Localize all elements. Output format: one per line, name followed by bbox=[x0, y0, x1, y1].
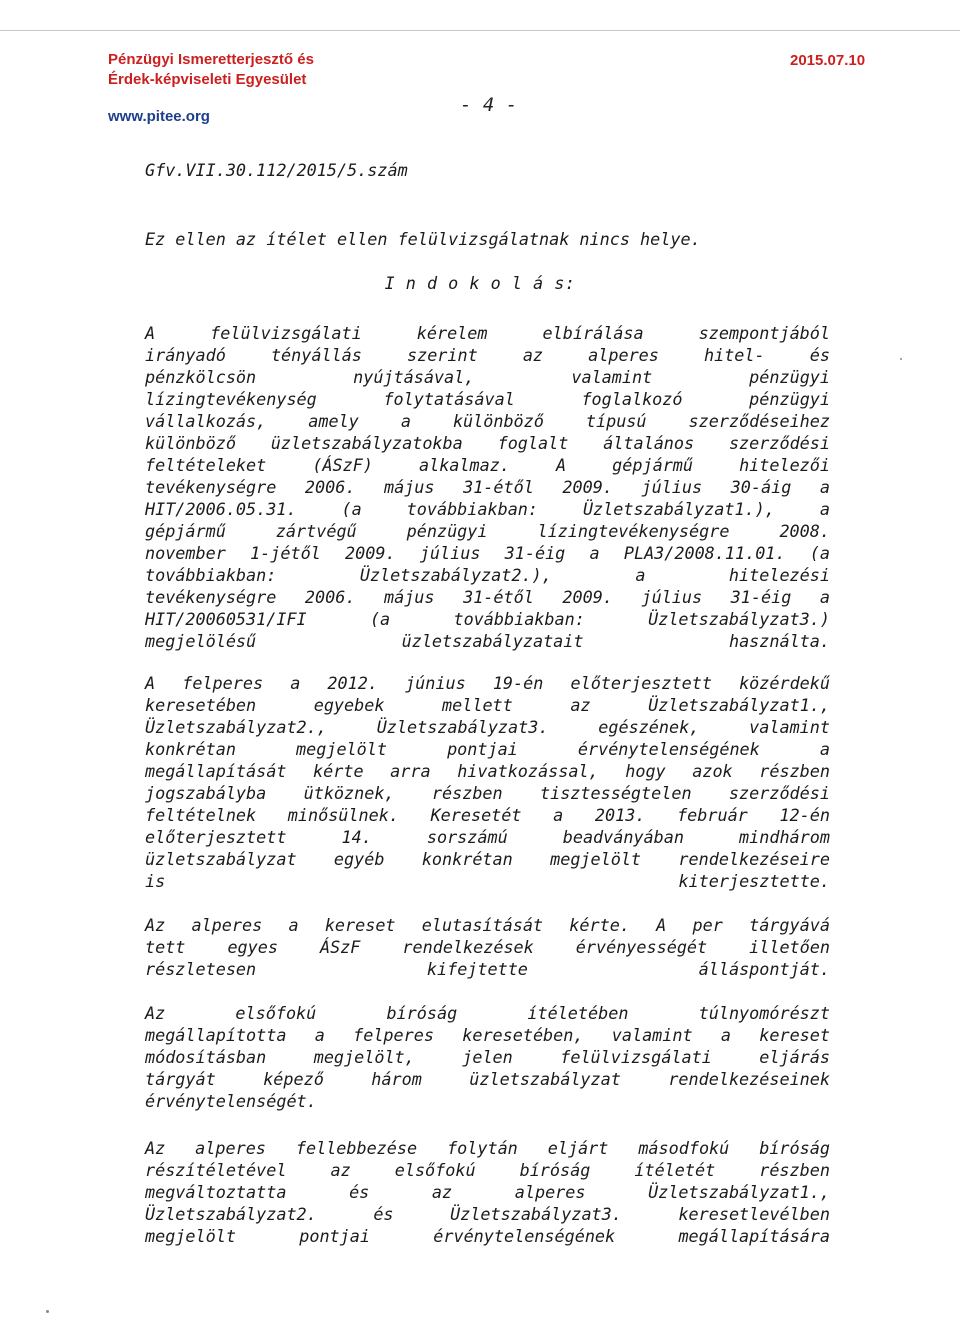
paragraph-line: érvénytelenségét. bbox=[145, 1091, 317, 1111]
scan-speck bbox=[46, 1310, 49, 1313]
paragraph-line: feltételeket (ÁSzF) alkalmaz. A gépjármű hitelezői bbox=[145, 455, 830, 475]
paragraph-line: részítéletével az elsőfokú bíróság ítéletét részben bbox=[145, 1160, 830, 1180]
top-scan-rule bbox=[0, 30, 960, 31]
paragraph bbox=[145, 914, 830, 980]
page-number: - 4 - bbox=[460, 94, 518, 116]
paragraph-line: irányadó tényállás szerint az alperes hitel- és bbox=[145, 345, 830, 365]
paragraph-line: lízingtevékenység folytatásával foglalkozó pénzügyi bbox=[145, 389, 830, 409]
paragraph-line: jogszabályba ütköznek, részben tisztességtelen szerződési bbox=[145, 783, 830, 803]
paragraph-line: keresetében egyebek mellett az Üzletszabályzat1., bbox=[145, 695, 830, 715]
paragraph-line: tárgyát képező három üzletszabályzat rendelkezéseinek bbox=[145, 1069, 830, 1089]
intro-sentence: Ez ellen az ítélet ellen felülvizsgálatnak nincs helye. bbox=[145, 229, 701, 249]
paragraph-line: megváltoztatta és az alperes Üzletszabályzat1., bbox=[145, 1182, 830, 1202]
paragraph-line: megjelölt pontjai érvénytelenségének megállapítására bbox=[145, 1226, 830, 1246]
paragraph-line: Üzletszabályzat2. és Üzletszabályzat3. keresetlevélben bbox=[145, 1204, 830, 1224]
paragraph-line: HIT/20060531/IFI (a továbbiakban: Üzletszabályzat3.) bbox=[145, 609, 830, 629]
paragraph-line: pénzkölcsön nyújtásával, valamint pénzügyi bbox=[145, 367, 830, 387]
paragraph-line: november 1-jétől 2009. július 31-éig a PLA3/2008.11.01. (a bbox=[145, 543, 830, 563]
paragraph-line: Az elsőfokú bíróság ítéletében túlnyomórészt bbox=[145, 1003, 830, 1023]
paragraph-line: Üzletszabályzat2., Üzletszabályzat3. egészének, valamint bbox=[145, 717, 830, 737]
paragraph-line: tett egyes ÁSzF rendelkezések érvényességét illetően bbox=[145, 937, 830, 957]
paragraph-line: módosításban megjelölt, jelen felülvizsgálati eljárás bbox=[145, 1047, 830, 1067]
organization-name-line1: Pénzügyi Ismeretterjesztő és bbox=[108, 51, 314, 68]
paragraph-line: különböző üzletszabályzatokba foglalt általános szerződési bbox=[145, 433, 830, 453]
paragraph bbox=[145, 1137, 830, 1247]
section-heading: I n d o k o l á s: bbox=[384, 273, 576, 293]
document-date: 2015.07.10 bbox=[790, 52, 866, 69]
paragraph-line: tevékenységre 2006. május 31-étől 2009. július 31-éig a bbox=[145, 587, 830, 607]
paragraph-line: részletesen kifejtette álláspontját. bbox=[145, 959, 830, 979]
paragraph bbox=[145, 672, 830, 892]
paragraph-line: tevékenységre 2006. május 31-étől 2009. július 30-áig a bbox=[145, 477, 830, 497]
paragraph-line: előterjesztett 14. sorszámú beadványában mindhárom bbox=[145, 827, 830, 847]
paragraph bbox=[145, 1002, 830, 1112]
case-number: Gfv.VII.30.112/2015/5.szám bbox=[145, 160, 408, 180]
paragraph-line: vállalkozás, amely a különböző típusú szerződéseihez bbox=[145, 411, 830, 431]
paragraph-line: továbbiakban: Üzletszabályzat2.), a hitelezési bbox=[145, 565, 830, 585]
paragraph-line: üzletszabályzat egyéb konkrétan megjelölt rendelkezéseire bbox=[145, 849, 830, 869]
paragraph-line: is kiterjesztette. bbox=[145, 871, 830, 891]
paragraph-line: megállapítását kérte arra hivatkozással, hogy azok részben bbox=[145, 761, 830, 781]
paragraph-line: Az alperes a kereset elutasítását kérte. A per tárgyává bbox=[145, 915, 830, 935]
scan-speck bbox=[900, 358, 902, 360]
paragraph-line: HIT/2006.05.31. (a továbbiakban: Üzletszabályzat1.), a bbox=[145, 499, 830, 519]
paragraph bbox=[145, 322, 830, 652]
organization-name-line2: Érdek-képviseleti Egyesület bbox=[108, 71, 307, 88]
paragraph-line: megállapította a felperes keresetében, valamint a kereset bbox=[145, 1025, 830, 1045]
paragraph-line: gépjármű zártvégű pénzügyi lízingtevékenységre 2008. bbox=[145, 521, 830, 541]
paragraph-line: feltételnek minősülnek. Keresetét a 2013. február 12-én bbox=[145, 805, 830, 825]
paragraph-line: Az alperes fellebbezése folytán eljárt másodfokú bíróság bbox=[145, 1138, 830, 1158]
paragraph-line: megjelölésű üzletszabályzatait használta. bbox=[145, 631, 830, 651]
organization-name bbox=[108, 50, 314, 90]
website-link[interactable]: www.pitee.org bbox=[108, 108, 210, 125]
paragraph-line: A felperes a 2012. június 19-én előterjesztett közérdekű bbox=[145, 673, 830, 693]
paragraph-line: konkrétan megjelölt pontjai érvénytelenségének a bbox=[145, 739, 830, 759]
paragraph-line: A felülvizsgálati kérelem elbírálása szempontjából bbox=[145, 323, 830, 343]
